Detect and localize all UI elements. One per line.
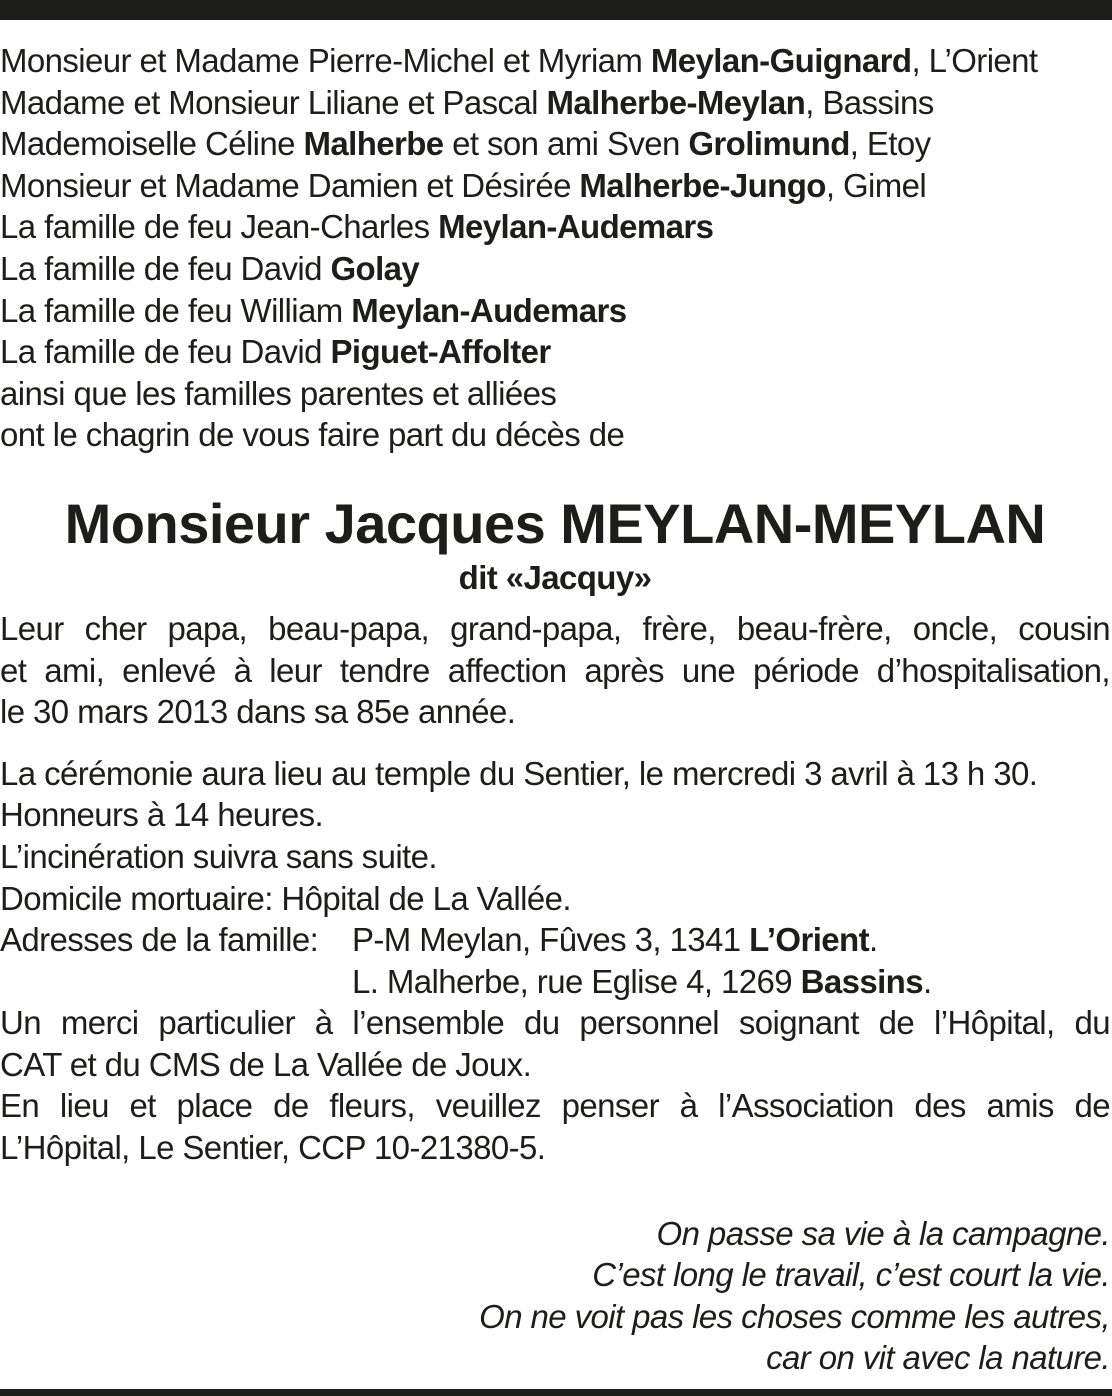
ceremony-line: Honneurs à 14 heures. — [0, 796, 324, 834]
donation-line: L’Hôpital, Le Sentier, CCP 10-21380-5. — [0, 1129, 546, 1167]
family-line: La famille de feu Jean-Charles Meylan-Audemars — [0, 208, 714, 246]
family-addresses — [0, 919, 1110, 1002]
address-value: P-M Meylan, Fûves 3, 1341 L’Orient. — [352, 921, 878, 959]
intro-line: ont le chagrin de vous faire part du décès de — [0, 416, 625, 454]
family-name: Meylan-Audemars — [351, 291, 627, 329]
poem-line: On ne voit pas les choses comme les autres, — [479, 1297, 1110, 1335]
tribute-paragraph — [0, 608, 1110, 733]
deceased-nickname: dit «Jacquy» — [458, 558, 652, 596]
family-line: Madame et Monsieur Liliane et Pascal Malherbe-Meylan, Bassins — [0, 83, 934, 121]
family-name: Meylan-Audemars — [438, 208, 714, 246]
poem-line: car on vit avec la nature. — [766, 1339, 1110, 1377]
tribute-line: Leur cher papa, beau-papa, grand-papa, frère, beau-frère, oncle, cousin — [0, 609, 1110, 647]
address-place: L’Orient — [749, 921, 869, 959]
address-row — [0, 961, 1110, 1003]
bottom-rule — [0, 1389, 1112, 1396]
family-name: Malherbe — [303, 125, 444, 163]
family-name: Grolimund — [688, 125, 850, 163]
family-line: Mademoiselle Céline Malherbe et son ami Sven Grolimund, Etoy — [0, 125, 931, 163]
family-line: La famille de feu David Golay — [0, 249, 420, 287]
donation-line: En lieu et place de fleurs, veuillez penser à l’Association des amis de — [0, 1087, 1110, 1125]
family-name: Malherbe-Jungo — [579, 166, 826, 204]
family-name: Meylan-Guignard — [650, 42, 912, 79]
tribute-line: et ami, enlevé à leur tendre affection après une période d’hospitalisation, — [0, 651, 1110, 689]
ceremony-paragraph — [0, 753, 1110, 919]
deceased-name: Monsieur Jacques MEYLAN-MEYLAN — [64, 491, 1046, 555]
notice-content — [0, 40, 1110, 1379]
family-line: La famille de feu William Meylan-Audemars — [0, 291, 627, 329]
address-place: Bassins — [800, 962, 923, 1000]
family-line: La famille de feu David Piguet-Affolter — [0, 333, 551, 371]
closing-poem — [0, 1213, 1110, 1379]
family-name: Piguet-Affolter — [330, 333, 551, 371]
thanks-line: CAT et du CMS de La Vallée de Joux. — [0, 1045, 532, 1083]
ceremony-line: Domicile mortuaire: Hôpital de La Vallée. — [0, 879, 571, 917]
family-list — [0, 40, 1110, 456]
ceremony-line: La cérémonie aura lieu au temple du Sentier, le mercredi 3 avril à 13 h 30. — [0, 754, 1038, 792]
donation-paragraph — [0, 1085, 1110, 1168]
ceremony-line: L’incinération suivra sans suite. — [0, 837, 437, 875]
address-value: L. Malherbe, rue Eglise 4, 1269 Bassins. — [352, 962, 932, 1000]
family-name: Malherbe-Meylan — [546, 83, 806, 121]
poem-line: C’est long le travail, c’est court la vie. — [592, 1256, 1110, 1294]
address-label: Adresses de la famille: — [0, 921, 319, 959]
family-line: Monsieur et Madame Pierre-Michel et Myriam Meylan-Guignard, L’Orient — [0, 42, 1038, 79]
address-row — [0, 919, 1110, 961]
poem-line: On passe sa vie à la campagne. — [656, 1214, 1110, 1252]
thanks-line: Un merci particulier à l’ensemble du personnel soignant de l’Hôpital, du — [0, 1004, 1110, 1042]
family-line: Monsieur et Madame Damien et Désirée Malherbe-Jungo, Gimel — [0, 166, 927, 204]
family-name: Golay — [330, 249, 420, 287]
thanks-paragraph — [0, 1002, 1110, 1085]
tribute-line: le 30 mars 2013 dans sa 85e année. — [0, 693, 516, 731]
intro-line: ainsi que les familles parentes et alliées — [0, 374, 557, 412]
top-rule — [0, 0, 1112, 20]
